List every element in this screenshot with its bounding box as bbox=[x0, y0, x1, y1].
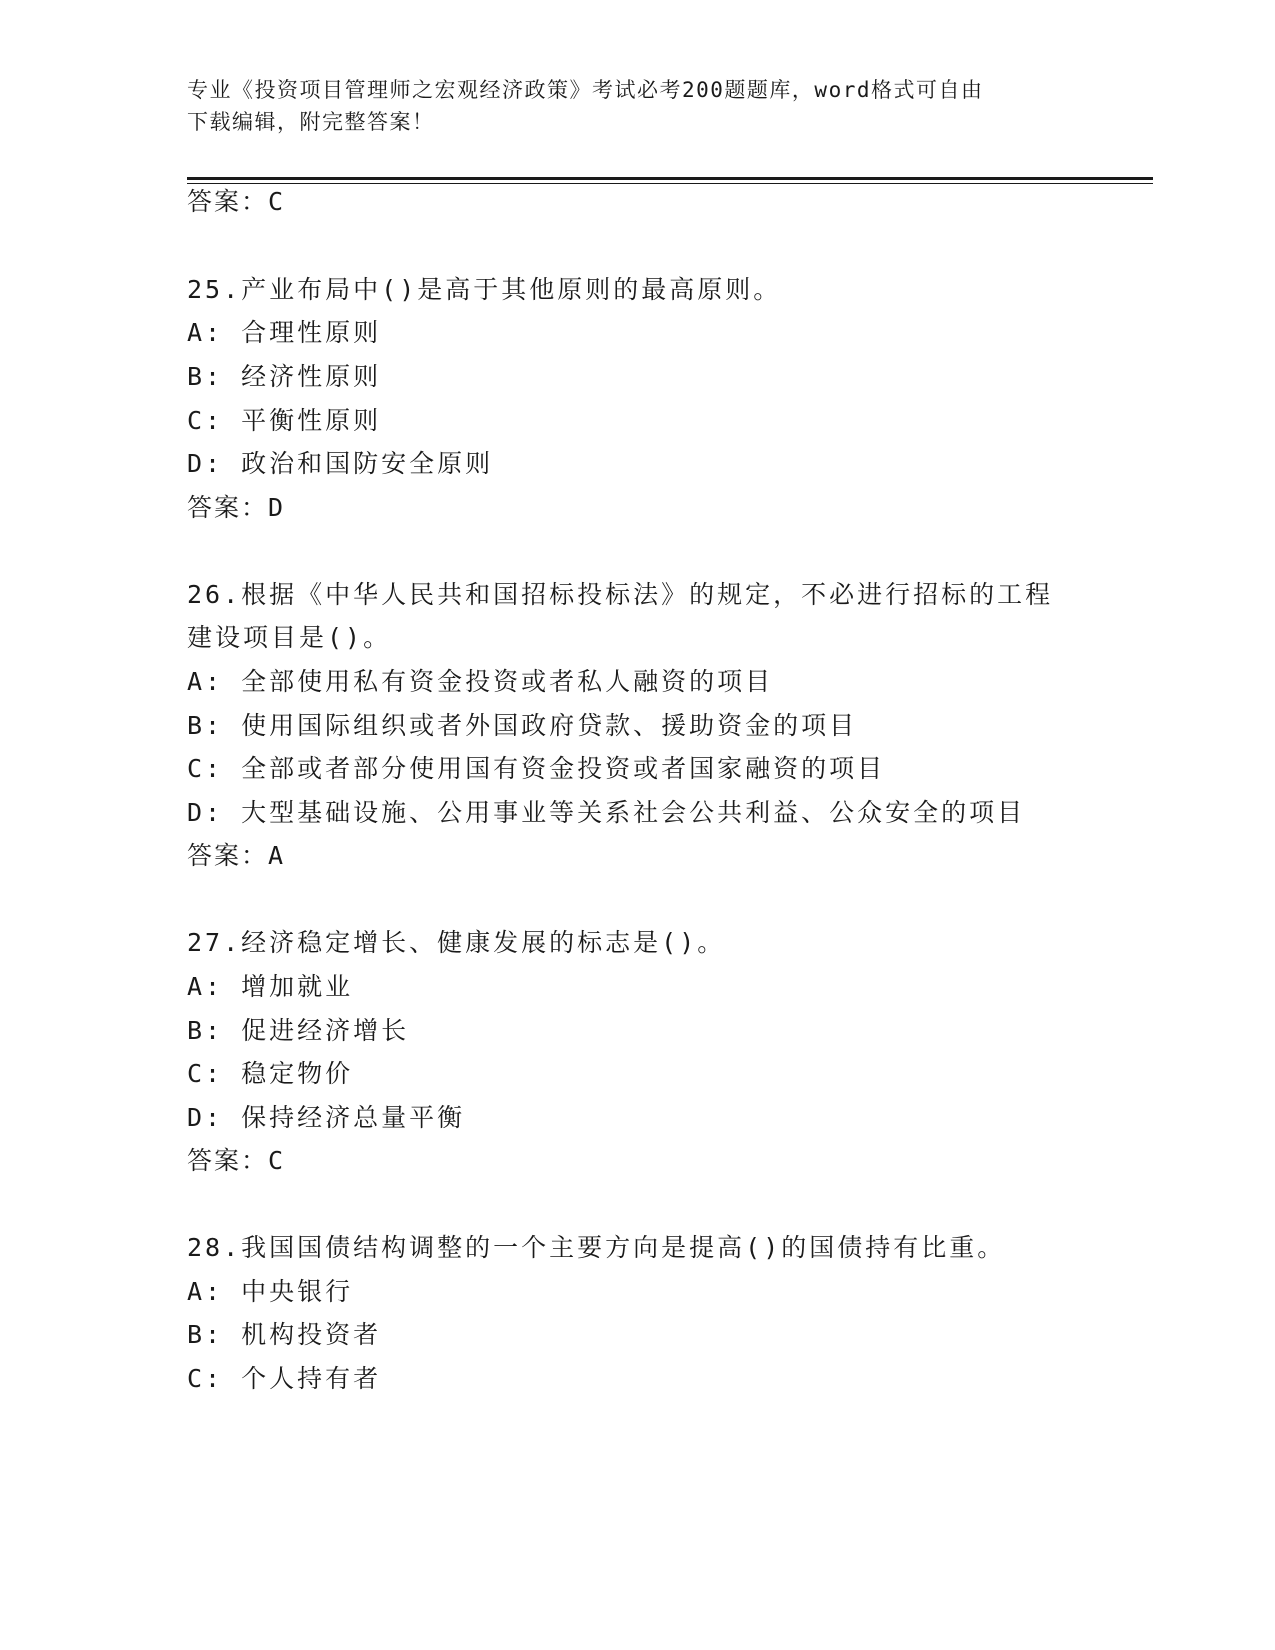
option-b: B: 使用国际组织或者外国政府贷款、援助资金的项目 bbox=[187, 711, 858, 740]
answer-value: A bbox=[268, 841, 286, 870]
option-d: D: 政治和国防安全原则 bbox=[187, 449, 494, 478]
header-line-1: 专业《投资项目管理师之宏观经济政策》考试必考200题题库，word格式可自由 bbox=[187, 78, 984, 102]
option-c: C: 平衡性原则 bbox=[187, 406, 382, 435]
question-stem: 26.根据《中华人民共和国招标投标法》的规定，不必进行招标的工程 bbox=[187, 580, 1054, 609]
header-divider-thick bbox=[187, 177, 1153, 180]
answer-label: 答案： bbox=[187, 1146, 269, 1175]
answer-line bbox=[187, 838, 285, 874]
answer-value: C bbox=[268, 187, 286, 216]
answer-line bbox=[187, 490, 285, 526]
option-c: C: 稳定物价 bbox=[187, 1059, 354, 1088]
option-c: C: 全部或者部分使用国有资金投资或者国家融资的项目 bbox=[187, 754, 886, 783]
question-stem: 25.产业布局中()是高于其他原则的最高原则。 bbox=[187, 275, 782, 304]
option-a: A: 中央银行 bbox=[187, 1277, 354, 1306]
option-d: D: 保持经济总量平衡 bbox=[187, 1103, 466, 1132]
header-line-2: 下载编辑，附完整答案！ bbox=[187, 110, 435, 134]
answer-value: D bbox=[268, 493, 286, 522]
option-a: A: 合理性原则 bbox=[187, 318, 382, 347]
question-stem: 28.我国国债结构调整的一个主要方向是提高()的国债持有比重。 bbox=[187, 1233, 1006, 1262]
answer-label: 答案： bbox=[187, 187, 269, 216]
option-a: A: 全部使用私有资金投资或者私人融资的项目 bbox=[187, 667, 774, 696]
option-b: B: 促进经济增长 bbox=[187, 1016, 410, 1045]
header-divider-thin bbox=[187, 183, 1153, 184]
option-c: C: 个人持有者 bbox=[187, 1364, 382, 1393]
answer-value: C bbox=[268, 1146, 286, 1175]
answer-line bbox=[187, 1143, 285, 1179]
question-stem-continued: 建设项目是()。 bbox=[187, 623, 392, 652]
option-d: D: 大型基础设施、公用事业等关系社会公共利益、公众安全的项目 bbox=[187, 798, 1026, 827]
document-header bbox=[187, 74, 1067, 138]
answer-label: 答案： bbox=[187, 493, 269, 522]
option-a: A: 增加就业 bbox=[187, 972, 354, 1001]
option-b: B: 机构投资者 bbox=[187, 1320, 382, 1349]
answer-line bbox=[187, 184, 285, 220]
option-b: B: 经济性原则 bbox=[187, 362, 382, 391]
question-stem: 27.经济稳定增长、健康发展的标志是()。 bbox=[187, 928, 726, 957]
answer-label: 答案： bbox=[187, 841, 269, 870]
